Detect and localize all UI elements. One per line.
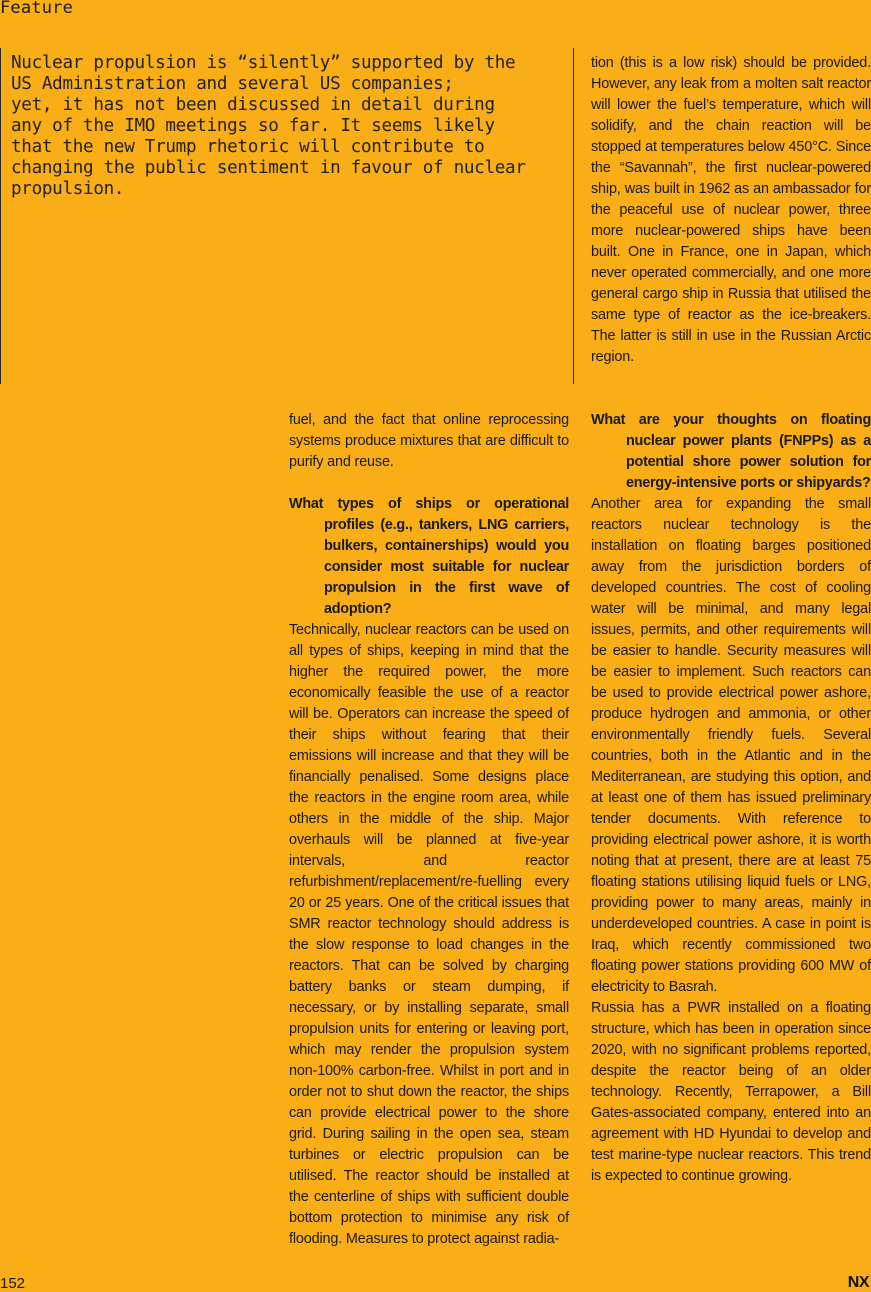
interview-question-fnpp: What are your thoughts on floating nuclear power plants (FNPPs) as a potential shore power solution for energy-intensive ports or shipyards?	[591, 412, 871, 491]
right-column-top	[591, 53, 871, 368]
middle-column-continuation: fuel, and the fact that online reprocessing systems produce mixtures that are difficult to purify and reuse.	[289, 412, 569, 470]
page-number: 152	[0, 1275, 26, 1292]
section-label: Feature	[0, 0, 74, 18]
column-divider	[573, 48, 574, 384]
pull-quote	[0, 48, 540, 384]
middle-column	[289, 410, 569, 1250]
interview-answer-fnpp-part2: Russia has a PWR installed on a floating structure, which has been in operation since 2020, with no significant problems reported, despite the reactor being of an older technology. Recently, Terrapower, a Bill Gates-associated company, entered into an agreement with HD Hyundai to develop and test marine-type nuclear reactors. This trend is expected to continue growing.	[591, 1000, 871, 1184]
brand-logo: NX	[847, 1274, 869, 1291]
interview-answer-fnpp-part1: Another area for expanding the small reactors nuclear technology is the installation on floating barges positioned away from the jurisdiction borders of developed countries. The cost of cooling water will be minimal, and many legal issues, permits, and other requirements will be easier to handle. Security measures will be easier to implement. Such reactors can be used to provide electrical power ashore, produce hydrogen and ammonia, or other environmentally friendly fuels. Several countries, both in the Atlantic and in the Mediterranean, are studying this option, and at least one of them has issued preliminary tender documents. With reference to providing electrical power ashore, it is worth noting that at present, there are at least 75 floating stations utilising liquid fuels or LNG, providing power to many areas, mainly in underdeveloped countries. A case in point is Iraq, which recently commissioned two floating power stations providing 600 MW of electricity to Basrah.	[591, 496, 871, 995]
interview-answer-ship-types: Technically, nuclear reactors can be used on all types of ships, keeping in mind that the higher the required power, the more economically feasible the use of a reactor will be. Operators can increase the speed of their ships without fearing that their emissions will increase and that they will be financially penalised. Some designs place the reactors in the engine room area, while others in the middle of the ship. Major overhauls will be planned at five-year intervals, and reactor refurbishment/replacement/re-fuelling every 20 or 25 years. One of the critical issues that SMR reactor technology should address is the slow response to load changes in the reactors. That can be solved by charging battery banks or steam dumping, if necessary, or by installing separate, small propulsion units for entering or leaving port, which may render the propulsion system non-100% carbon-free. Whilst in port and in order not to shut down the reactor, the ships can provide electrical power to the shore grid. During sailing in the open sea, steam turbines or electric propulsion can be utilised. The reactor should be installed at the centerline of ships with sufficient double bottom protection to minimise any risk of flooding. Measures to protect against radia-	[289, 622, 569, 1247]
pull-quote-text: Nuclear propulsion is “silently” supported by the US Administration and several US companies; yet, it has not been discussed in detail during any of the IMO meetings so far. It seems likely that the new Trump rhetoric will contribute to changing the public sentiment in favour of nuclear propulsion.	[11, 53, 526, 199]
interview-question-ship-types: What types of ships or operational profiles (e.g., tankers, LNG carriers, bulkers, containerships) would you consider most suitable for nuclear propulsion in the first wave of adoption?	[289, 496, 569, 617]
right-column-top-paragraph: tion (this is a low risk) should be provided. However, any leak from a molten salt reactor will lower the fuel’s temperature, which will solidify, and the chain reaction will be stopped at temperatures below 450°C. Since the “Savannah”, the first nuclear-powered ship, was built in 1962 as an ambassador for the peaceful use of nuclear power, three more nuclear-powered ships have been built. One in France, one in Japan, which never operated commercially, and one more general cargo ship in Russia that utilised the same type of reactor as the ice-breakers. The latter is still in use in the Russian Arctic region.	[591, 55, 871, 365]
right-column-bottom	[591, 410, 871, 1187]
